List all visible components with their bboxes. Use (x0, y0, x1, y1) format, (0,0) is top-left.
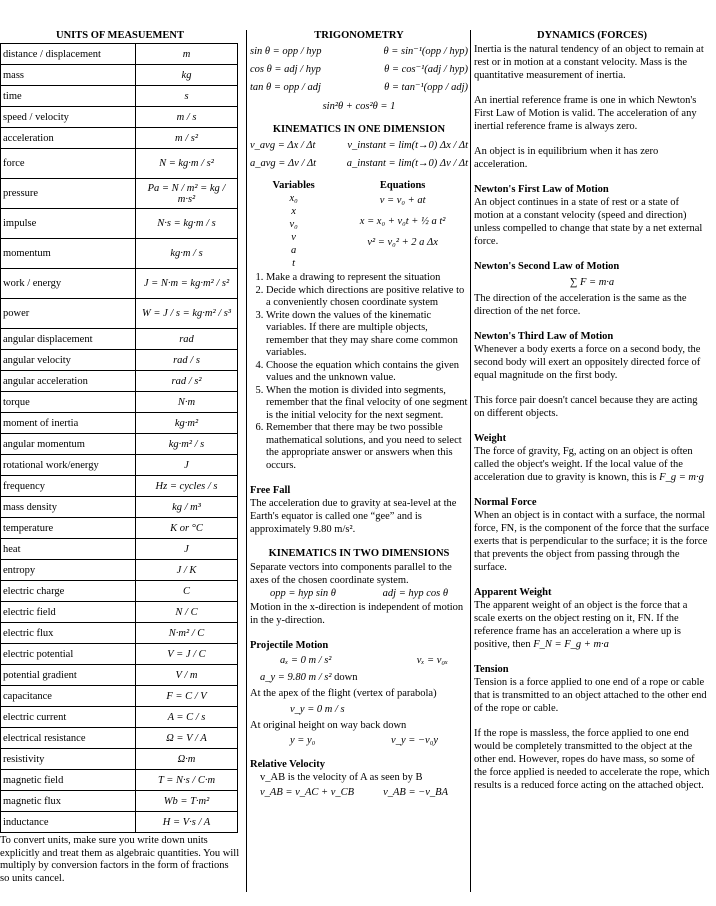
trig-tan-row (250, 81, 468, 95)
projectile-heading: Projectile Motion (250, 640, 329, 651)
motion-text: Motion in the x-direction is independent of motion in the y-direction. (250, 602, 464, 626)
table-row (1, 497, 238, 518)
step-item: 5. When the motion is divided into segments, remember that the final velocity of one segment is the initial velocity for the next segment. (266, 385, 468, 423)
second-law-heading: Newton's Second Law of Motion (474, 261, 620, 272)
problem-steps (250, 272, 468, 472)
unit-cell: N·m (136, 392, 238, 413)
quantity-cell: frequency (1, 476, 136, 497)
freefall-heading: Free Fall (250, 485, 291, 496)
table-row (1, 434, 238, 455)
quantity-cell: mass (1, 65, 136, 86)
unit-cell: K or °C (136, 518, 238, 539)
quantity-cell: potential gradient (1, 665, 136, 686)
relvel-text: v_AB is the velocity of A as seen by B (260, 772, 423, 783)
third-law-text: Whenever a body exerts a force on a second body, the second body will exert an oppositely directed force of equal magnitude on the first body. (474, 344, 701, 381)
quantity-cell: torque (1, 392, 136, 413)
column-divider (246, 30, 247, 892)
unit-cell: V / m (136, 665, 238, 686)
weight-heading: Weight (474, 433, 507, 444)
variable: x (291, 206, 296, 217)
quantity-cell: heat (1, 539, 136, 560)
variable: v₀ (289, 219, 298, 230)
table-row (1, 350, 238, 371)
step-item: 1. Make a drawing to represent the situation (266, 272, 468, 285)
quantity-cell: angular acceleration (1, 371, 136, 392)
adj-formula: adj = hyp cos θ (382, 588, 448, 599)
inertia-text: Inertia is the natural tendency of an object to remain at rest or in motion at a constant velocity. Mass is the quantitative measurement of inertia. (474, 44, 704, 81)
quantity-cell: moment of inertia (1, 413, 136, 434)
unit-cell: J (136, 539, 238, 560)
vavg-formula: v_avg = Δx / Δt (250, 140, 316, 151)
tan-formula: tan θ = opp / adj (250, 82, 321, 93)
vars-eqs (250, 179, 468, 270)
quantity-cell: mass density (1, 497, 136, 518)
variable: t (292, 258, 296, 269)
table-row (1, 209, 238, 239)
table-row (1, 623, 238, 644)
unit-cell: rad / s² (136, 371, 238, 392)
y-formula: y = y₀ (290, 735, 316, 746)
quantity-cell: inductance (1, 812, 136, 833)
unit-cell: m (136, 44, 238, 65)
apparent-para (474, 599, 710, 651)
table-row (1, 239, 238, 269)
unit-cell: kg / m³ (136, 497, 238, 518)
kin2-title: KINEMATICS IN TWO DIMENSIONS (268, 548, 450, 559)
orig-text: At original height on way back down (250, 720, 407, 731)
equations-heading: Equations (379, 180, 426, 191)
quantity-cell: magnetic flux (1, 791, 136, 812)
atan-formula: θ = tan⁻¹(opp / adj) (384, 82, 468, 93)
quantity-cell: impulse (1, 209, 136, 239)
aavg-formula: a_avg = Δv / Δt (250, 158, 317, 169)
unit-cell: J = N·m = kg·m² / s² (136, 269, 238, 299)
second-law-eq: ∑ F = m·a (569, 277, 615, 288)
dyn-title: DYNAMICS (FORCES) (537, 30, 647, 41)
equation: v² = v₀² + 2 a Δx (367, 237, 438, 248)
unit-cell: J / K (136, 560, 238, 581)
table-row (1, 371, 238, 392)
quantity-cell: angular velocity (1, 350, 136, 371)
apparent-eq: F_N = F_g + m·a (533, 639, 609, 650)
unit-cell: Ω = V / A (136, 728, 238, 749)
table-row (1, 413, 238, 434)
vinst-formula: v_instant = lim(t→0) Δx / Δt (347, 140, 468, 151)
apparent-text: The apparent weight of an object is the force that a scale exerts on the object resting on it, FN. If the reference frame has an acceleration a where up is positive, then (474, 600, 688, 650)
quantity-cell: distance / displacement (1, 44, 136, 65)
quantity-cell: rotational work/energy (1, 455, 136, 476)
ay-direction: down (334, 672, 358, 683)
relvel-row (260, 786, 448, 800)
unit-cell: A = C / s (136, 707, 238, 728)
weight-para (474, 445, 710, 484)
table-row (1, 707, 238, 728)
quantity-cell: pressure (1, 179, 136, 209)
opp-formula: opp = hyp sin θ (270, 588, 336, 599)
table-row (1, 728, 238, 749)
trig-title: TRIGONOMETRY (314, 30, 404, 41)
table-row (1, 269, 238, 299)
unit-cell: T = N·s / C·m (136, 770, 238, 791)
kin2-intro: Separate vectors into components parallel to the axes of the chosen coordinate system. (250, 562, 452, 586)
weight-eq: F_g = m·g (659, 472, 704, 483)
table-row (1, 128, 238, 149)
table-row (1, 749, 238, 770)
column-divider (470, 30, 471, 892)
units-title: UNITS OF MEASUEMENT (56, 30, 184, 41)
unit-cell: N / C (136, 602, 238, 623)
quantity-cell: magnetic field (1, 770, 136, 791)
quantity-cell: force (1, 149, 136, 179)
ainst-formula: a_instant = lim(t→0) Δv / Δt (346, 158, 468, 169)
table-row (1, 644, 238, 665)
weight-text: The force of gravity, Fg, acting on an object is often called the object's weight. If the local value of the acceleration due to gravity is known, this is (474, 446, 693, 483)
quantity-cell: electric charge (1, 581, 136, 602)
table-row (1, 65, 238, 86)
quantity-cell: electric flux (1, 623, 136, 644)
step-item: 4. Choose the equation which contains the given values and the unknown value. (266, 360, 468, 385)
table-row (1, 149, 238, 179)
relvel-heading: Relative Velocity (250, 759, 325, 770)
quantity-cell: angular momentum (1, 434, 136, 455)
equation: x = x₀ + v₀t + ½ a t² (359, 216, 446, 227)
equation: v = v₀ + at (379, 195, 426, 206)
unit-cell: Pa = N / m² = kg / m·s² (136, 179, 238, 209)
relvel-eq2: v_AB = −v_BA (383, 787, 448, 798)
table-row (1, 770, 238, 791)
quantity-cell: temperature (1, 518, 136, 539)
unit-cell: N·s = kg·m / s (136, 209, 238, 239)
normal-text: When an object is in contact with a surface, the normal force, FN, is the component of the force that the surface exerts that is perpendicular to the surface; it is the force that prevents the object from passing through the surface. (474, 510, 709, 573)
table-row (1, 812, 238, 833)
unit-cell: N = kg·m / s² (136, 149, 238, 179)
unit-cell: rad / s (136, 350, 238, 371)
variables-list (273, 179, 315, 270)
step-item: 6. Remember that there may be two possible mathematical solutions, and you need to select the appropriate answer or answers when this occurs. (266, 422, 468, 472)
vx-formula: vₓ = v₀ₓ (416, 655, 448, 666)
quantity-cell: electric potential (1, 644, 136, 665)
table-row (1, 686, 238, 707)
trig-sin-row (250, 45, 468, 59)
tension-heading: Tension (474, 664, 509, 675)
variable: a (291, 245, 297, 256)
table-row (1, 581, 238, 602)
third-law-heading: Newton's Third Law of Motion (474, 331, 614, 342)
table-row (1, 476, 238, 497)
ay-row (260, 670, 468, 685)
quantity-cell: electric field (1, 602, 136, 623)
vy-formula: v_y = −v₀y (391, 735, 438, 746)
table-row (1, 299, 238, 329)
units-column (0, 30, 240, 885)
rope-text: If the rope is massless, the force applied to one end would be completely transmitted to the object at the other end. However, ropes do have mass, so some of the force applied is needed to accelerate the rope, which results is a reduced force acting on the attached object. (474, 728, 710, 791)
return-row (290, 734, 438, 748)
table-row (1, 560, 238, 581)
first-law-heading: Newton's First Law of Motion (474, 184, 609, 195)
step-item: 3. Write down the values of the kinematic variables. If there are multiple objects, remember that they may share come common variables. (266, 310, 468, 360)
table-row (1, 44, 238, 65)
table-row (1, 455, 238, 476)
table-row (1, 791, 238, 812)
unit-cell: W = J / s = kg·m² / s³ (136, 299, 238, 329)
equations-list (360, 179, 446, 270)
components-row (270, 587, 448, 601)
cos-formula: cos θ = adj / hyp (250, 64, 321, 75)
force-pair-text: This force pair doesn't cancel because they are acting on different objects. (474, 395, 698, 419)
quantity-cell: electrical resistance (1, 728, 136, 749)
kin1-title: KINEMATICS IN ONE DIMENSION (272, 124, 446, 135)
equilibrium-text: An object is in equilibrium when it has zero acceleration. (474, 146, 659, 170)
trig-identity: sin²θ + cos²θ = 1 (322, 101, 396, 112)
proj-x-row (280, 654, 448, 668)
unit-cell: N·m² / C (136, 623, 238, 644)
trig-cos-row (250, 63, 468, 77)
unit-cell: Hz = cycles / s (136, 476, 238, 497)
unit-cell: kg·m² (136, 413, 238, 434)
units-note: To convert units, make sure you write down units explicitly and treat them as algebraic quantities. You will multiply by conversion factors in the form of fractions so units cancel. (0, 835, 240, 884)
quantity-cell: capacitance (1, 686, 136, 707)
table-row (1, 107, 238, 128)
quantity-cell: acceleration (1, 128, 136, 149)
first-law-text: An object continues in a state of rest or a state of motion at a constant velocity (speed and direction) unless compelled to change that state by a net external force. (474, 197, 703, 247)
unit-cell: Ω·m (136, 749, 238, 770)
unit-cell: m / s (136, 107, 238, 128)
frame-text: An inertial reference frame is one in which Newton's First Law of Motion is valid. The acceleration of any inertial reference frame is always zero. (474, 95, 697, 132)
table-row (1, 392, 238, 413)
unit-cell: kg (136, 65, 238, 86)
unit-cell: m / s² (136, 128, 238, 149)
unit-cell: s (136, 86, 238, 107)
ax-formula: aₓ = 0 m / s² (280, 655, 332, 666)
table-row (1, 179, 238, 209)
quantity-cell: entropy (1, 560, 136, 581)
quantity-cell: work / energy (1, 269, 136, 299)
table-row (1, 665, 238, 686)
unit-cell: V = J / C (136, 644, 238, 665)
table-row (1, 539, 238, 560)
acos-formula: θ = cos⁻¹(adj / hyp) (384, 64, 468, 75)
variables-heading: Variables (272, 180, 315, 191)
variable: x₀ (289, 193, 298, 204)
velocity-row (250, 139, 468, 153)
asin-formula: θ = sin⁻¹(opp / hyp) (383, 46, 468, 57)
vy0-formula: v_y = 0 m / s (290, 704, 345, 715)
unit-cell: J (136, 455, 238, 476)
unit-cell: C (136, 581, 238, 602)
tension-text: Tension is a force applied to one end of a rope or cable that is transmitted to an object attached to the other end of the rope or cable. (474, 677, 707, 714)
dynamics-column (474, 30, 710, 804)
freefall-text: The acceleration due to gravity at sea-level at the Earth's equator is called one “gee” and is approximately 9.80 m/s². (250, 498, 457, 535)
table-row (1, 518, 238, 539)
unit-cell: rad (136, 329, 238, 350)
ay-formula: a_y = 9.80 m / s² (260, 672, 332, 683)
quantity-cell: time (1, 86, 136, 107)
unit-cell: kg·m² / s (136, 434, 238, 455)
quantity-cell: resistivity (1, 749, 136, 770)
quantity-cell: speed / velocity (1, 107, 136, 128)
unit-cell: kg·m / s (136, 239, 238, 269)
kinematics-column (250, 30, 468, 800)
step-item: 2. Decide which directions are positive relative to a conveniently chosen coordinate system (266, 285, 468, 310)
variable: v (291, 232, 296, 243)
unit-cell: Wb = T·m² (136, 791, 238, 812)
sin-formula: sin θ = opp / hyp (250, 46, 322, 57)
unit-cell: F = C / V (136, 686, 238, 707)
table-row (1, 329, 238, 350)
units-table (0, 43, 238, 833)
quantity-cell: angular displacement (1, 329, 136, 350)
accel-row (250, 157, 468, 171)
normal-heading: Normal Force (474, 497, 537, 508)
table-row (1, 602, 238, 623)
quantity-cell: electric current (1, 707, 136, 728)
quantity-cell: power (1, 299, 136, 329)
table-row (1, 86, 238, 107)
unit-cell: H = V·s / A (136, 812, 238, 833)
quantity-cell: momentum (1, 239, 136, 269)
apex-text: At the apex of the flight (vertex of parabola) (250, 688, 437, 699)
second-law-text: The direction of the acceleration is the same as the direction of the net force. (474, 293, 687, 317)
apparent-heading: Apparent Weight (474, 587, 552, 598)
relvel-eq1: v_AB = v_AC + v_CB (260, 787, 355, 798)
